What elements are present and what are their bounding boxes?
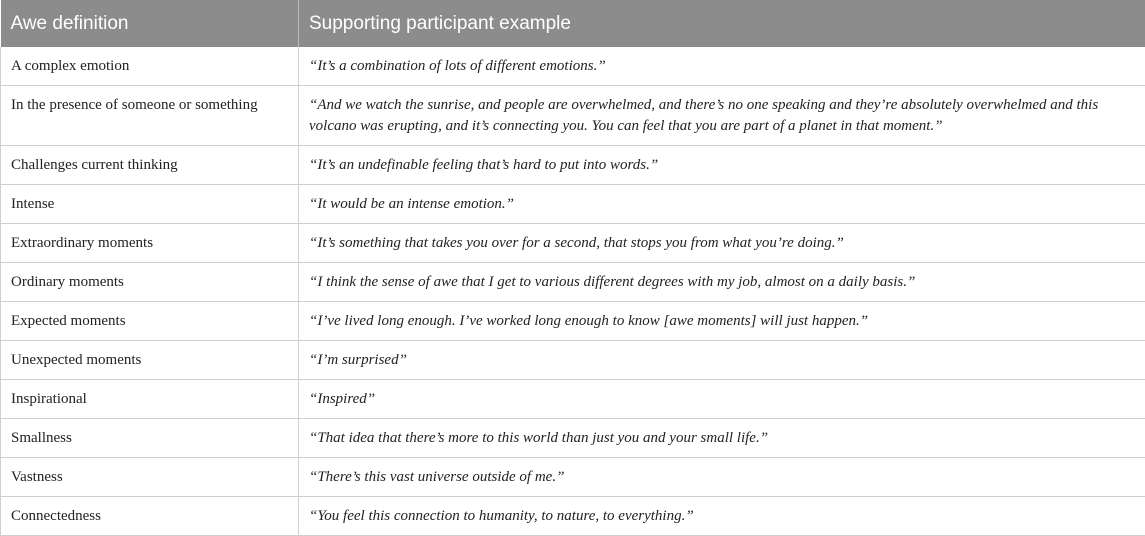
example-cell: “You feel this connection to humanity, to nature, to everything.” <box>299 497 1145 536</box>
table-row <box>1 185 1145 224</box>
example-cell: “And we watch the sunrise, and people are overwhelmed, and there’s no one speaking and they’re absolutely overwhelmed and this volcano was erupting, and it’s connecting you. You can feel that you are part of a planet in that moment.” <box>299 86 1145 146</box>
definition-cell: In the presence of someone or something <box>1 86 299 146</box>
table-row <box>1 224 1145 263</box>
example-cell: “It’s a combination of lots of different emotions.” <box>299 47 1145 86</box>
table-row <box>1 86 1145 146</box>
table-row <box>1 302 1145 341</box>
example-cell: “It would be an intense emotion.” <box>299 185 1145 224</box>
header-awe-definition: Awe definition <box>1 0 299 47</box>
definition-cell: Challenges current thinking <box>1 146 299 185</box>
definition-cell: Ordinary moments <box>1 263 299 302</box>
example-cell: “It’s something that takes you over for a second, that stops you from what you’re doing.” <box>299 224 1145 263</box>
header-row <box>1 0 1145 47</box>
table-row <box>1 380 1145 419</box>
definition-cell: Extraordinary moments <box>1 224 299 263</box>
table-row <box>1 419 1145 458</box>
example-cell: “I’ve lived long enough. I’ve worked long enough to know [awe moments] will just happen.” <box>299 302 1145 341</box>
example-cell: “I’m surprised” <box>299 341 1145 380</box>
table-header <box>1 0 1145 47</box>
definition-cell: Unexpected moments <box>1 341 299 380</box>
definition-cell: Connectedness <box>1 497 299 536</box>
table-row <box>1 458 1145 497</box>
example-cell: “There’s this vast universe outside of me.” <box>299 458 1145 497</box>
header-supporting-example: Supporting participant example <box>299 0 1145 47</box>
definition-cell: Inspirational <box>1 380 299 419</box>
definition-cell: A complex emotion <box>1 47 299 86</box>
table-row <box>1 146 1145 185</box>
table-row <box>1 497 1145 536</box>
definition-cell: Intense <box>1 185 299 224</box>
definition-cell: Vastness <box>1 458 299 497</box>
example-cell: “Inspired” <box>299 380 1145 419</box>
definition-cell: Expected moments <box>1 302 299 341</box>
table-row <box>1 341 1145 380</box>
table-row <box>1 47 1145 86</box>
definition-cell: Smallness <box>1 419 299 458</box>
table-row <box>1 263 1145 302</box>
table-body <box>1 47 1145 536</box>
example-cell: “It’s an undefinable feeling that’s hard to put into words.” <box>299 146 1145 185</box>
example-cell: “I think the sense of awe that I get to various different degrees with my job, almost on a daily basis.” <box>299 263 1145 302</box>
example-cell: “That idea that there’s more to this world than just you and your small life.” <box>299 419 1145 458</box>
